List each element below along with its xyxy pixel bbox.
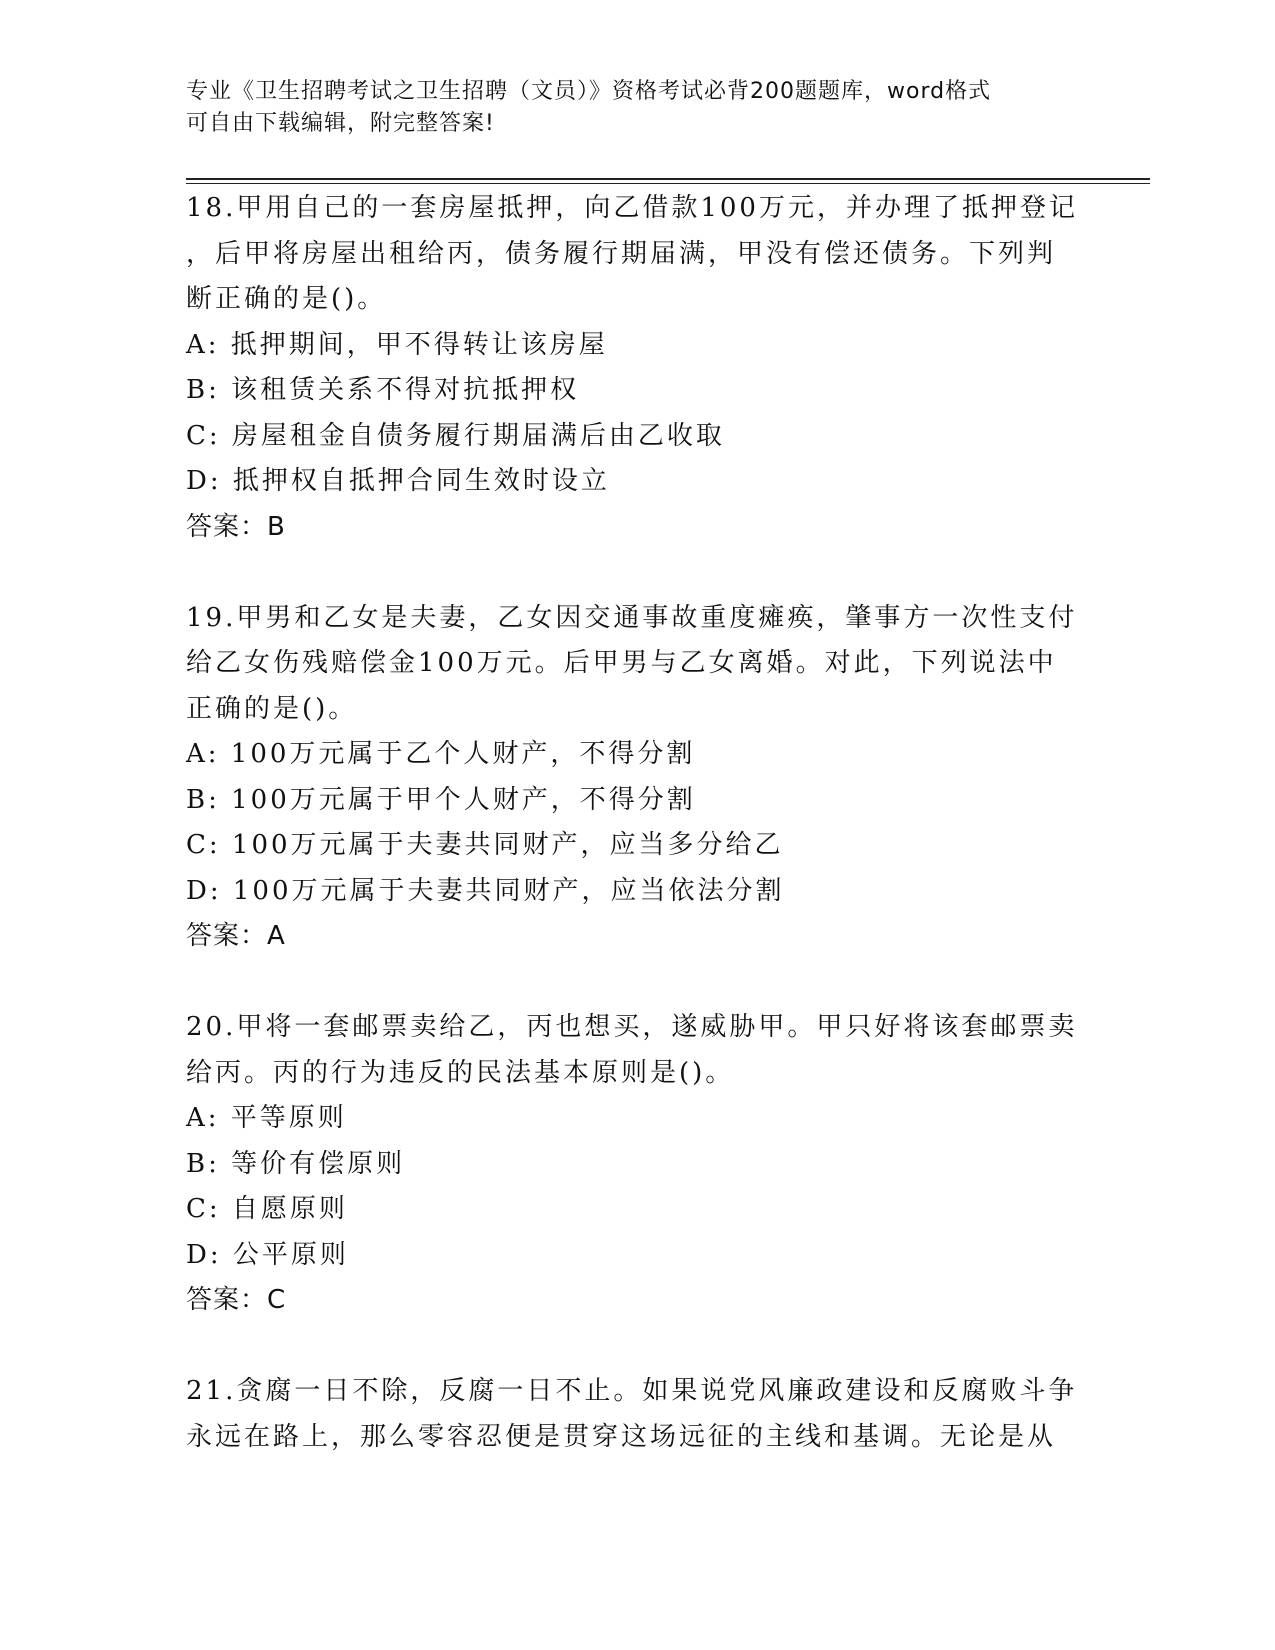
question-21	[186, 1369, 1086, 1460]
option-c: C: 100万元属于夫妻共同财产，应当多分给乙	[186, 830, 784, 860]
header-line-1: 专业《卫生招聘考试之卫生招聘（文员）》资格考试必背200题题库，word格式	[186, 79, 992, 104]
question-stem-line: 21.贪腐一日不除，反腐一日不止。如果说党风廉政建设和反腐败斗争	[186, 1376, 1078, 1406]
question-stem-line: 永远在路上，那么零容忍便是贯穿这场远征的主线和基调。无论是从	[186, 1421, 1057, 1452]
answer-label: 答案：B	[186, 511, 286, 542]
question-stem-line: 18.甲用自己的一套房屋抵押，向乙借款100万元，并办理了抵押登记	[186, 193, 1078, 223]
option-d: D: 公平原则	[186, 1239, 349, 1270]
header-divider-thin	[186, 183, 1150, 184]
question-stem-line: ，后甲将房屋出租给丙，债务履行期届满，甲没有偿还债务。下列判	[186, 238, 1057, 269]
question-stem-line: 正确的是()。	[186, 693, 358, 724]
question-spacer	[186, 1324, 1086, 1370]
question-18	[186, 186, 1086, 596]
header-line-2: 可自由下载编辑，附完整答案!	[186, 111, 495, 136]
option-a: A: 抵押期间，甲不得转让该房屋	[186, 329, 608, 360]
document-header	[186, 76, 1066, 140]
option-c: C: 房屋租金自债务履行期届满后由乙收取	[186, 420, 725, 451]
option-d: D: 抵押权自抵押合同生效时设立	[186, 466, 610, 496]
option-b: B: 100万元属于甲个人财产，不得分割	[186, 784, 696, 815]
answer-label: 答案：A	[186, 921, 286, 951]
question-stem-line: 给丙。丙的行为违反的民法基本原则是()。	[186, 1057, 735, 1088]
option-c: C: 自愿原则	[186, 1194, 348, 1224]
question-stem-line: 给乙女伤残赔偿金100万元。后甲男与乙女离婚。对此，下列说法中	[186, 648, 1057, 678]
option-b: B: 该租赁关系不得对抗抵押权	[186, 375, 580, 405]
question-list	[186, 186, 1086, 1460]
header-divider-thick	[186, 178, 1150, 180]
option-b: B: 等价有偿原则	[186, 1148, 406, 1179]
option-a: A: 平等原则	[186, 1103, 347, 1133]
answer-label: 答案：C	[186, 1285, 287, 1315]
question-stem-line: 断正确的是()。	[186, 284, 387, 314]
option-d: D: 100万元属于夫妻共同财产，应当依法分割	[186, 875, 785, 906]
question-19	[186, 596, 1086, 1006]
question-stem-line: 19.甲男和乙女是夫妻，乙女因交通事故重度瘫痪，肇事方一次性支付	[186, 602, 1078, 633]
question-stem-line: 20.甲将一套邮票卖给乙，丙也想买，遂威胁甲。甲只好将该套邮票卖	[186, 1012, 1078, 1042]
question-spacer	[186, 550, 1086, 596]
question-20	[186, 1005, 1086, 1369]
question-spacer	[186, 960, 1086, 1006]
option-a: A: 100万元属于乙个人财产，不得分割	[186, 739, 696, 769]
